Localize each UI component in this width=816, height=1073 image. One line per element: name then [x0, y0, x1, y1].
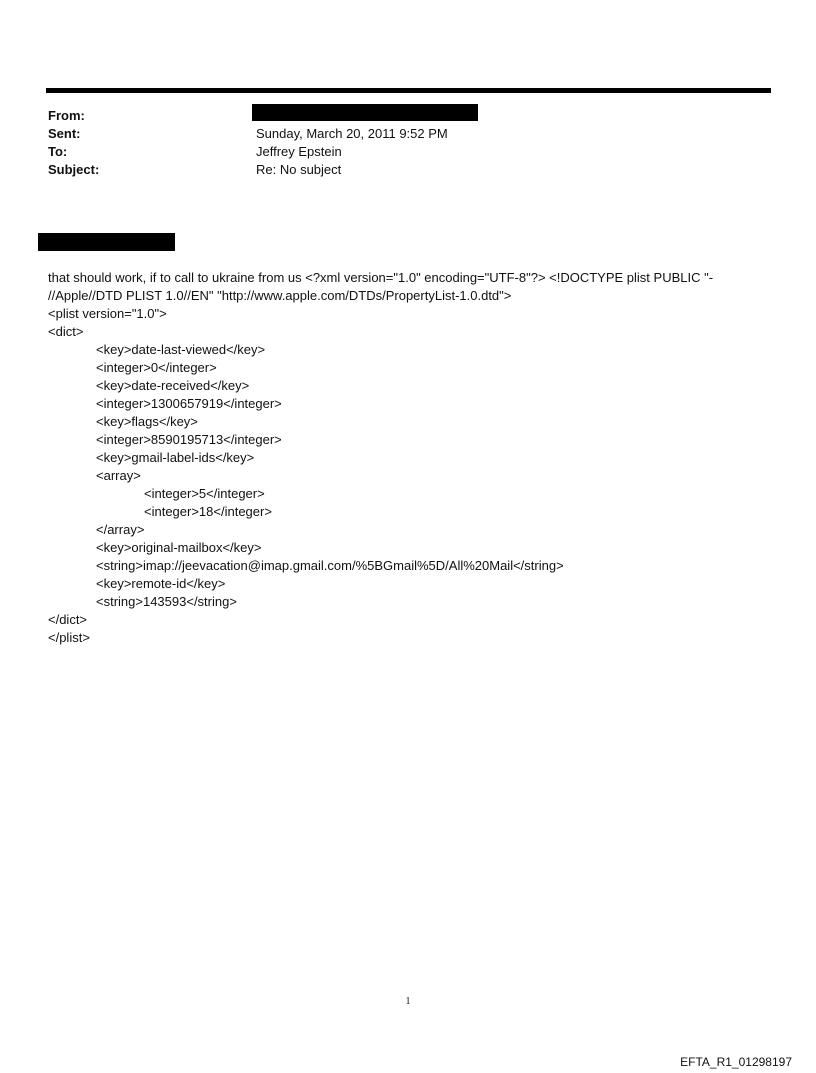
body-line: </array> [96, 522, 145, 537]
sent-row [48, 125, 748, 143]
body-line: <integer>8590195713</integer> [96, 432, 282, 447]
body-line: //Apple//DTD PLIST 1.0//EN" "http://www.apple.com/DTDs/PropertyList-1.0.dtd"> [48, 288, 512, 303]
body-line: </plist> [48, 630, 90, 645]
email-body [48, 269, 768, 647]
body-line: <integer>1300657919</integer> [96, 396, 282, 411]
body-line: <string>imap://jeevacation@imap.gmail.com/%5BGmail%5D/All%20Mail</string> [96, 558, 564, 573]
subject-row [48, 161, 748, 179]
body-line: <key>original-mailbox</key> [96, 540, 262, 555]
page-number: 1 [405, 996, 411, 1007]
body-line: <string>143593</string> [96, 594, 237, 609]
body-line: <array> [96, 468, 141, 483]
from-label: From: [48, 108, 85, 123]
to-row [48, 143, 748, 161]
header-divider [46, 88, 771, 93]
body-line: <key>date-received</key> [96, 378, 250, 393]
body-line: <integer>5</integer> [144, 486, 265, 501]
body-line: <integer>18</integer> [144, 504, 272, 519]
body-line: <dict> [48, 324, 84, 339]
to-value: Jeffrey Epstein [256, 144, 342, 159]
body-line: <plist version="1.0"> [48, 306, 167, 321]
bates-number: EFTA_R1_01298197 [680, 1055, 792, 1069]
subject-value: Re: No subject [256, 162, 342, 177]
to-label: To: [48, 144, 68, 159]
sent-label: Sent: [48, 126, 81, 141]
body-line: that should work, if to call to ukraine from us <?xml version="1.0" encoding="UTF-8"?> <!DOCTYPE plist PUBLIC "- [48, 270, 714, 285]
subject-label: Subject: [48, 162, 100, 177]
body-line: <integer>0</integer> [96, 360, 217, 375]
body-line: </dict> [48, 612, 88, 627]
sent-value: Sunday, March 20, 2011 9:52 PM [256, 126, 448, 141]
body-line: <key>date-last-viewed</key> [96, 342, 266, 357]
body-line: <key>flags</key> [96, 414, 198, 429]
redaction-block-from [252, 104, 478, 121]
body-line: <key>remote-id</key> [96, 576, 226, 591]
body-line: <key>gmail-label-ids</key> [96, 450, 255, 465]
redaction-block-salutation [38, 233, 175, 251]
